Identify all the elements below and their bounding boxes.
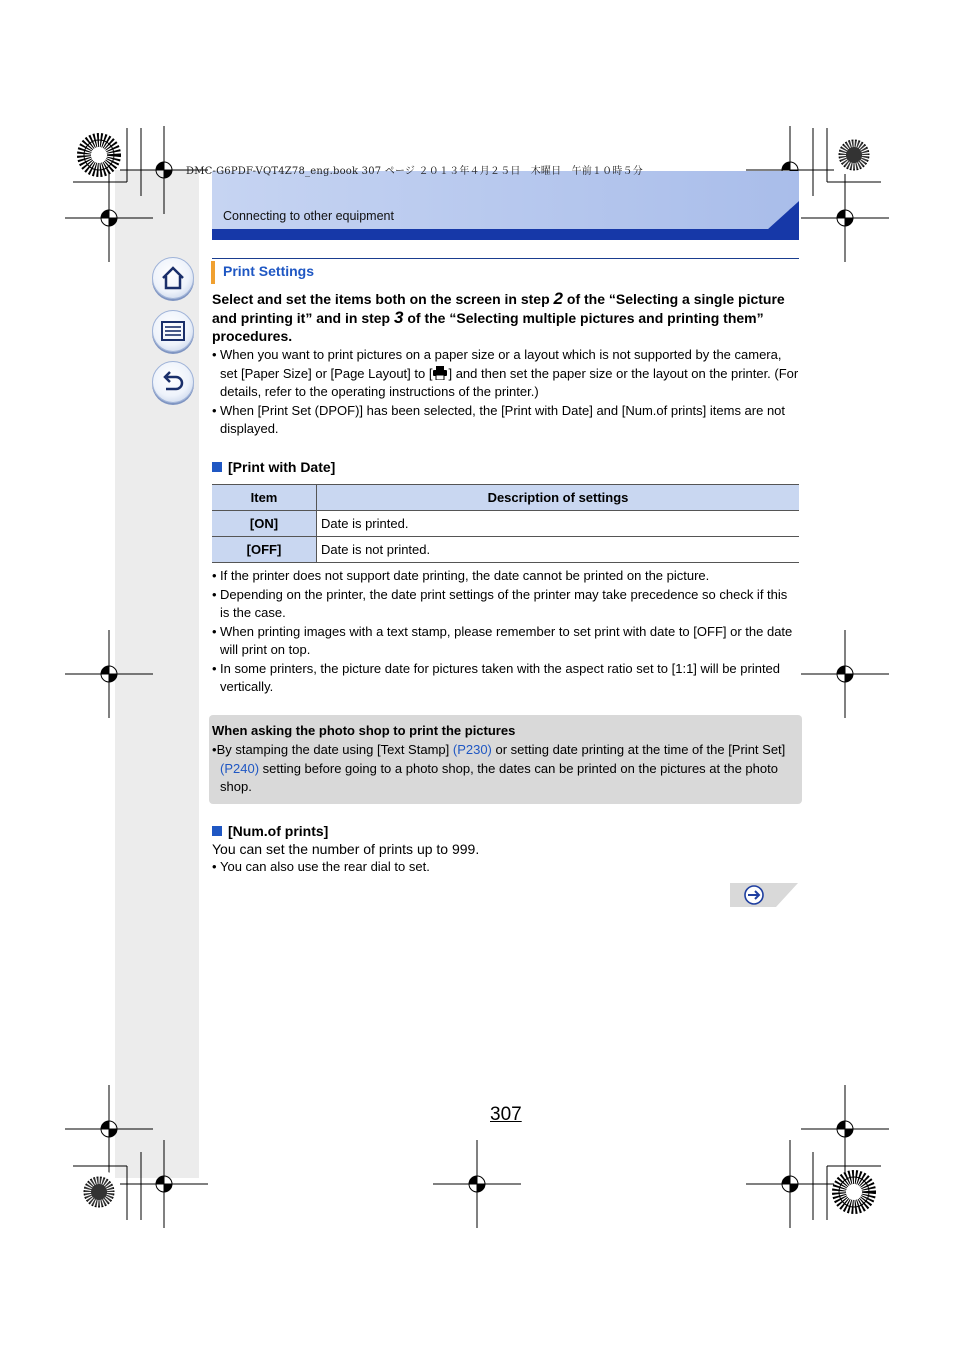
heading-text: [Num.of prints] — [228, 823, 329, 839]
note-item: • If the printer does not support date printing, the date cannot be printed on the picture. — [212, 567, 800, 586]
section-title: Print Settings — [223, 263, 315, 279]
page-number: 307 — [490, 1104, 522, 1125]
intro-instruction — [212, 290, 802, 346]
link-p240[interactable]: (P240) — [220, 760, 260, 776]
table-cell-item: [ON] — [212, 511, 317, 537]
contents-button[interactable] — [152, 310, 194, 352]
table-row — [212, 511, 799, 537]
intro-text-1: Select and set the items both on the screen in step — [212, 291, 554, 307]
note-text: ] and then set the paper size or the layout on the printer. (For details, refer to the operating instructions of the printer.) — [220, 365, 799, 399]
table-cell-item: [OFF] — [212, 537, 317, 563]
next-page-arrow-icon — [745, 886, 763, 904]
table-header-item: Item — [212, 485, 317, 511]
table-cell-desc: Date is printed. — [317, 511, 800, 537]
photo-shop-title: When asking the photo shop to print the pictures — [212, 723, 516, 738]
home-button[interactable] — [152, 257, 194, 299]
section-marker — [211, 261, 215, 284]
note-item: • Depending on the printer, the date print settings of the printer may take precedence so check if this is the case. — [212, 586, 800, 623]
num-prints-text: You can set the number of prints up to 999. — [212, 841, 480, 857]
contents-list-icon — [160, 318, 186, 344]
heading-text: [Print with Date] — [228, 459, 336, 475]
square-bullet-icon — [212, 462, 222, 472]
step-number-b: 3 — [394, 307, 404, 327]
note-item: • You can also use the rear dial to set. — [212, 858, 800, 877]
intro-text-3: of the “Selecting multiple pictures and printing them” procedures. — [212, 309, 764, 344]
note-item: • In some printers, the picture date for pictures taken with the aspect ratio set to [1:1] will be printed vertically. — [212, 660, 800, 697]
note-text: When you want to print pictures on a paper size or a layout which is not supported by the camera, set [Paper Size] or [Page Layout] to [ — [220, 347, 782, 381]
link-p230[interactable]: (P230) — [452, 742, 492, 757]
table-row — [212, 537, 799, 563]
notes-top — [212, 346, 800, 439]
square-bullet-icon — [212, 826, 222, 836]
print-with-date-heading — [212, 459, 335, 475]
note-paper-size — [212, 346, 800, 402]
notes-date — [212, 567, 800, 697]
shop-text-c: setting before going to a photo shop, the dates can be printed on the pictures at the photo shop. — [220, 760, 778, 794]
photo-shop-text: •By stamping the date using [Text Stamp] (P230) or setting date printing at the time of the [Print Set] (P240) setting before going to a photo shop, the dates can be printed on the pictures at the photo shop. — [212, 742, 786, 794]
table-header-description: Description of settings — [317, 485, 800, 511]
back-button[interactable] — [152, 361, 194, 403]
note-item: • When printing images with a text stamp, please remember to set print with date to [OFF] or the date will print on top. — [212, 623, 800, 660]
printer-icon — [432, 366, 448, 380]
back-arrow-icon — [160, 369, 186, 395]
shop-text-b: or setting date printing at the time of the [Print Set] — [491, 742, 786, 757]
print-job-header: DMC-G6PDF-VQT4Z78_eng.book 307 ページ ２０１３年４月２５日 木曜日 午前１０時５分 — [186, 166, 643, 177]
next-page-button[interactable] — [730, 883, 798, 907]
num-prints-heading — [212, 823, 328, 839]
section-rule — [212, 258, 799, 259]
home-icon — [160, 265, 186, 291]
header-band — [212, 171, 799, 240]
shop-text-a: By stamping the date using [Text Stamp] — [216, 742, 453, 757]
header-title: Connecting to other equipment — [223, 209, 394, 223]
note-dpof: • When [Print Set (DPOF)] has been selected, the [Print with Date] and [Num.of prints] items are not displayed. — [212, 402, 800, 439]
print-date-table — [212, 484, 799, 563]
table-cell-desc: Date is not printed. — [317, 537, 800, 563]
table-header-row — [212, 485, 799, 511]
intro-text-2: of the “Selecting a single picture and printing it” and in step — [212, 291, 785, 326]
step-number-a: 2 — [553, 289, 563, 308]
num-prints-notes — [212, 858, 800, 877]
